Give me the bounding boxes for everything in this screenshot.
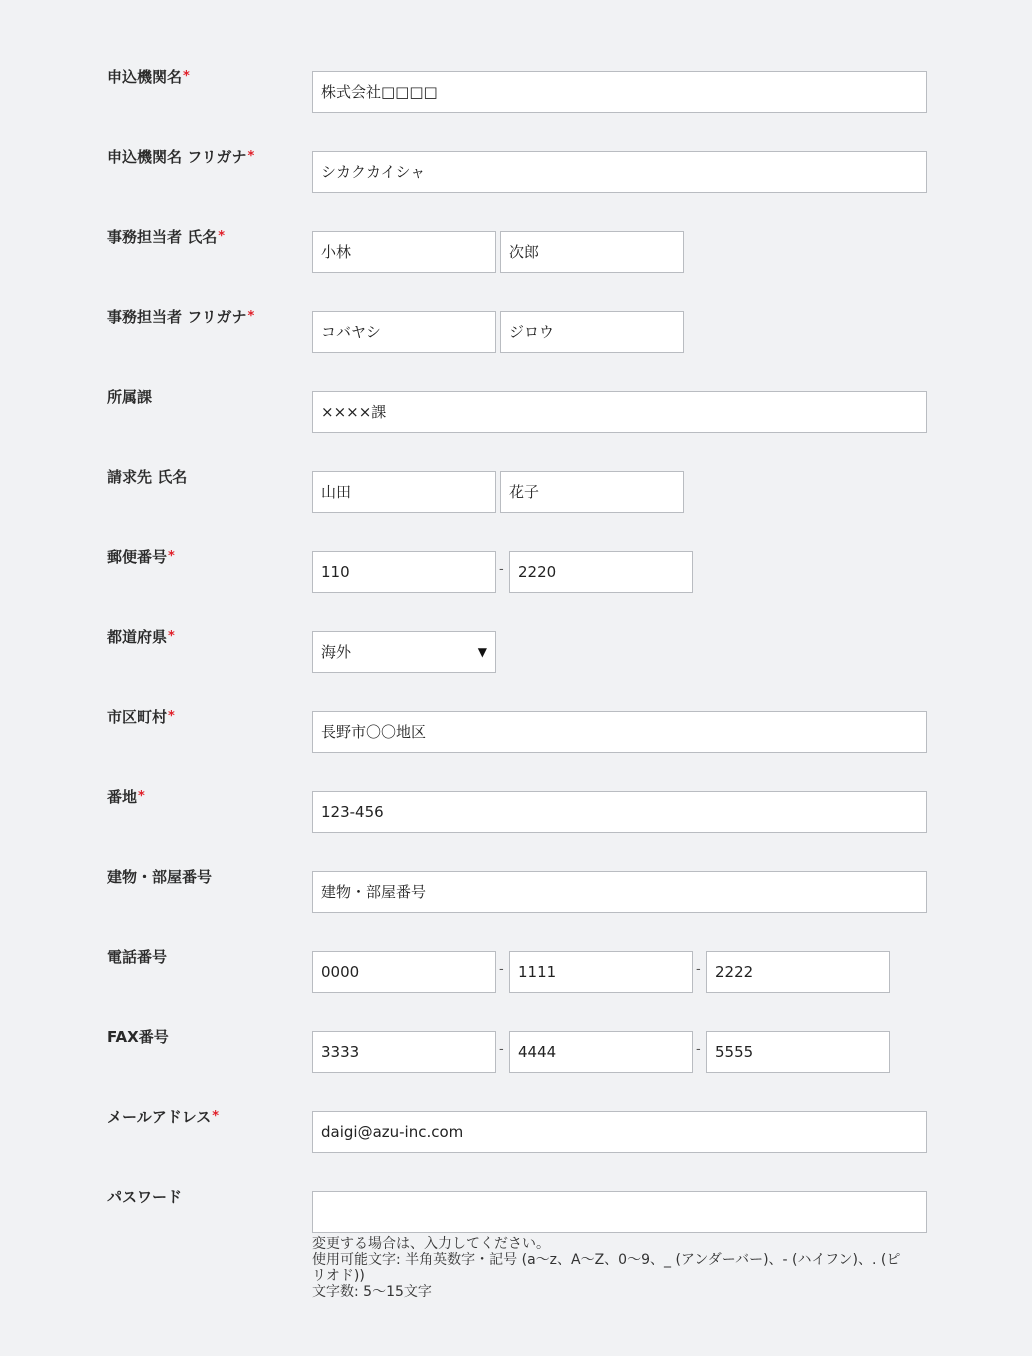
password-help-line1: 変更する場合は、入力してください。 bbox=[312, 1236, 550, 1252]
city-input[interactable]: 長野市〇〇地区 bbox=[312, 711, 927, 753]
password-help-text bbox=[312, 1236, 912, 1300]
postal-separator: - bbox=[499, 562, 504, 577]
row-staff-name bbox=[0, 228, 1032, 311]
row-org-name bbox=[0, 68, 1032, 151]
prefecture-selected-value: 海外 bbox=[321, 643, 352, 661]
org-name-input[interactable]: 株式会社□□□□ bbox=[312, 71, 927, 113]
phone-separator: - bbox=[696, 962, 701, 977]
email-label: メールアドレス* bbox=[107, 1108, 220, 1126]
row-building bbox=[0, 868, 1032, 951]
row-fax bbox=[0, 1028, 1032, 1111]
row-billing-name bbox=[0, 468, 1032, 551]
required-mark: * bbox=[183, 69, 190, 84]
chevron-down-icon: ▼ bbox=[477, 645, 487, 659]
password-help-line2: 使用可能文字: 半角英数字・記号 (a〜z、A〜Z、0〜9、_ (アンダーバー)、- (ハイフン)、. (ピリオド)) bbox=[312, 1252, 901, 1284]
staff-name-label: 事務担当者 氏名* bbox=[107, 228, 226, 246]
row-prefecture bbox=[0, 628, 1032, 711]
department-label: 所属課 bbox=[107, 388, 153, 406]
row-postal bbox=[0, 548, 1032, 631]
row-address bbox=[0, 788, 1032, 871]
staff-kana-label: 事務担当者 フリガナ* bbox=[107, 308, 255, 326]
postal-label: 郵便番号* bbox=[107, 548, 175, 566]
department-input[interactable]: ××××課 bbox=[312, 391, 927, 433]
staff-last-kana-input[interactable]: コバヤシ bbox=[312, 311, 496, 353]
city-label: 市区町村* bbox=[107, 708, 175, 726]
required-mark: * bbox=[168, 709, 175, 724]
row-email bbox=[0, 1108, 1032, 1191]
postal-code-part1-input[interactable]: 110 bbox=[312, 551, 496, 593]
required-mark: * bbox=[168, 549, 175, 564]
staff-first-name-input[interactable]: 次郎 bbox=[500, 231, 684, 273]
phone-part3-input[interactable]: 2222 bbox=[706, 951, 890, 993]
billing-last-name-input[interactable]: 山田 bbox=[312, 471, 496, 513]
required-mark: * bbox=[212, 1109, 220, 1124]
required-mark: * bbox=[138, 789, 145, 804]
prefecture-label: 都道府県* bbox=[107, 628, 175, 646]
postal-code-part2-input[interactable]: 2220 bbox=[509, 551, 693, 593]
address-input[interactable]: 123-456 bbox=[312, 791, 927, 833]
org-kana-input[interactable]: シカクカイシャ bbox=[312, 151, 927, 193]
fax-part2-input[interactable]: 4444 bbox=[509, 1031, 693, 1073]
required-mark: * bbox=[168, 629, 175, 644]
email-input[interactable]: daigi@azu-inc.com bbox=[312, 1111, 927, 1153]
password-label: パスワード bbox=[107, 1188, 183, 1206]
password-input[interactable] bbox=[312, 1191, 927, 1233]
row-city bbox=[0, 708, 1032, 791]
row-org-kana bbox=[0, 148, 1032, 231]
billing-first-name-input[interactable]: 花子 bbox=[500, 471, 684, 513]
row-staff-kana bbox=[0, 308, 1032, 391]
row-department bbox=[0, 388, 1032, 471]
phone-part1-input[interactable]: 0000 bbox=[312, 951, 496, 993]
password-help-line3: 文字数: 5〜15文字 bbox=[312, 1284, 432, 1300]
fax-label: FAX番号 bbox=[107, 1028, 169, 1046]
required-mark: * bbox=[247, 149, 255, 164]
staff-last-name-input[interactable]: 小林 bbox=[312, 231, 496, 273]
phone-label: 電話番号 bbox=[107, 948, 168, 966]
required-mark: * bbox=[218, 229, 226, 244]
staff-first-kana-input[interactable]: ジロウ bbox=[500, 311, 684, 353]
fax-part1-input[interactable]: 3333 bbox=[312, 1031, 496, 1073]
row-phone bbox=[0, 948, 1032, 1031]
building-label: 建物・部屋番号 bbox=[107, 868, 213, 886]
required-mark: * bbox=[247, 309, 255, 324]
fax-part3-input[interactable]: 5555 bbox=[706, 1031, 890, 1073]
phone-part2-input[interactable]: 1111 bbox=[509, 951, 693, 993]
phone-separator: - bbox=[499, 962, 504, 977]
address-label: 番地* bbox=[107, 788, 145, 806]
fax-separator: - bbox=[696, 1042, 701, 1057]
org-kana-label: 申込機関名 フリガナ* bbox=[107, 148, 255, 166]
billing-name-label: 請求先 氏名 bbox=[107, 468, 188, 486]
fax-separator: - bbox=[499, 1042, 504, 1057]
prefecture-select[interactable] bbox=[312, 631, 496, 673]
org-name-label: 申込機関名* bbox=[107, 68, 190, 86]
building-input[interactable]: 建物・部屋番号 bbox=[312, 871, 927, 913]
